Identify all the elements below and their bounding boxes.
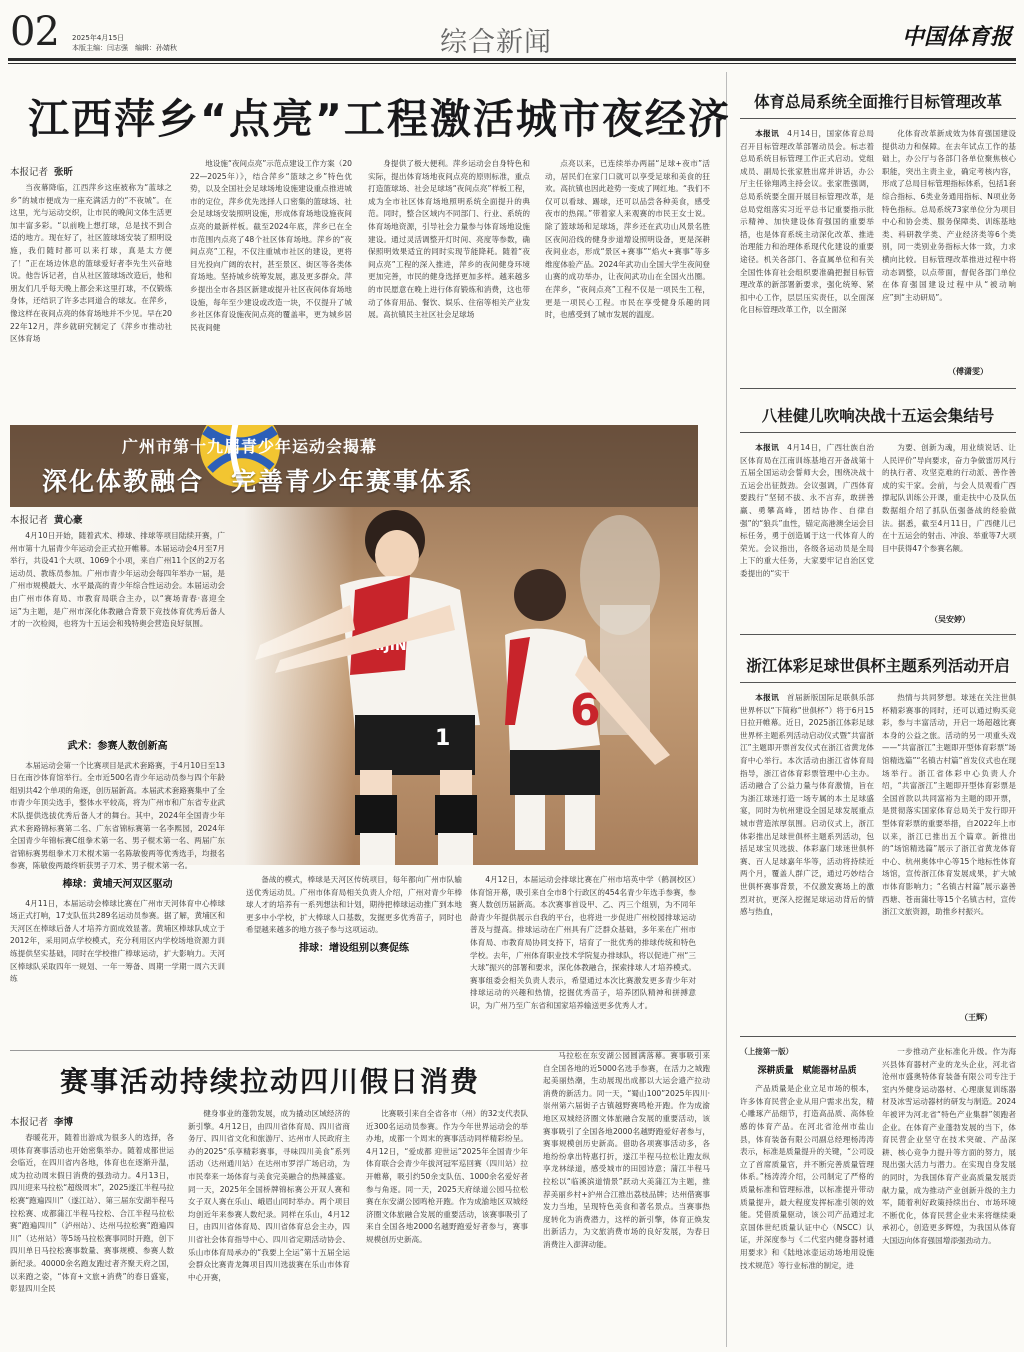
right4-column-2: 一步推动产业标准化升级。作为海兴县体育器材产业的龙头企业，河北省沧州市盛奥特体育装备有限公司专注于室内外健身运动器材、心理康复训练器材及冰雪运动器材的研发与制造。2024年被评为河北省“特色产业集群”领跑者企业。在体育产业蓬勃发展的当下，体育民营企业坚守在技术突破、产品深耕、核心竞争力提升等方面的努力，展现出强大活力与潜力。在实现自身发展的同时，为我国体育产业高质量发展贡献力量，成为推动产业创新升级的主力军，随着利好政策持续出台、市场环境不断优化，体育民营企业未来将继续秉承初心，创造更多辉煌，为我国从体育大国迈向体育强国增添强劲动力。: [882, 1047, 1016, 1245]
lead-byline: [10, 164, 73, 178]
feature-column-1: 武术：参赛人数创新高 本届运动会第一个比赛项目是武术套路赛，于4月10日至13日在南沙体育馆举行。全市近500名青少年运动员参与四个年龄组别共42个单项的角逐，创历届新高。本届武术套路赛集中了全市青少年顶尖选手，整体水平较高，将为广州市和广东省专业武术队提供选拔优秀后备人才的舞台。其中，2024年全国青少年武术套路锦标赛第二名、广东省锦标赛第一名李熙园，2024年全国青少年锦标赛C组拳术第一名、男子棍术第一名、两届广东省锦标赛男组拳术刀术棍术第一名陈敏俊两等优秀选手，均报名参赛，陈敏俊两最终斩获男子刀术、男子棍术第一名。 棒球：黄埔天河双区驱动 4月11日，本届运动会棒球比赛在广州市天河体育中心棒球场正式打响，17支队伍共289名运动员参赛。据了解，黄埔区和天河区在棒球后备人才培养方面成效显著。黄埔区棒球队成立于2012年，采用同点学校模式，充分利用区内学校场地资源力训练提供坚实基础，同时在学校推广棒球运动，扩大影响力。天河区棒球队采取四年一规划、一年一筹备、周期一学期一周六天训练: [10, 741, 225, 984]
right1-end-rule: [740, 388, 1016, 389]
masthead: [0, 0, 1024, 60]
feature-column-3: 4月12日，本届运动会排球比赛在广州市培英中学（鹤洞校区）体育馆开幕，吸引来自全市8个行政区的454名青少年选手参赛，参赛人数创历届新高。本次赛事首设甲、乙、丙三个组别，为不同年龄青少年提供展示自我的平台，也将进一步促进广州校园排球运动普及与提高。排球运动在广州具有广泛群众基础，多年来在广州市体育局、市教育局协同支持下，培育了一批优秀的排球传统和特色学校。去年，广州体育职业技术学院复办排球队，将以促进广州“三大球”振兴的部署和要求，深化体教融合，探索排球人才培养模式。赛事组委会相关负责人表示，希望通过本次比赛激发更多青少年对排球运动的兴趣和热情，挖掘优秀苗子，培养团队精神和拼搏意识，为广州乃至广东省和国家培养输送更多优秀人才。: [470, 875, 696, 1010]
lead-column-4: 点亮以来，已连续举办两届“足球+夜市”活动，居民们在家门口就可以享受足球和美食的狂欢。高抗镇也因此趁势一变成了网红地。“我们不仅可以看球、踢球，还可以品尝各种美食，感受夜市的热闹。”带着家人来观赛的市民王女士说。除了篮球场和足球场，萍乡还在武功山风景名胜区夜间沿线的健身步道增设照明设备，更是深耕夜间业态，形成“景区+赛事”“焰火+赛事”等多维度体验产品。2024年武功山全国大学生夜间登山赛的成功举办，让夜间武功山在全国火出圈。在萍乡，“夜间点亮”工程不仅是一项民生工程，更是一项民心工程。市民在享受健身乐趣的同时，也感受到了城市发展的温度。: [545, 159, 710, 320]
feature-subhead-wushu: 武术：参赛人数创新高: [67, 741, 168, 752]
bottom-column-4: 马拉松在东安湖公园圆满落幕。赛事吸引来自全国各地的近5000名选手参赛，在活力之城跑起美丽热潮，生动展现出成都以大运会遗产拉动消费的新活力。同一天，“蜀山100”2025年四川·崇州第六届街子古镇越野赛鸣枪开跑。作为成渝地区双城经济圈文体旅融合发展的重要活动，该赛事吸引了全国各地2000名越野跑爱好者参与，赛事规模创历史新高。借助各项赛事活动多，各地纷纷拿出特惠打折，遂江半程马拉松让跑友纵享龙林绿道，感受城市的田园诗意；蒲江半程马拉松以“临溪滨道情景”跃动大美蒲江为主题，推荐美丽乡村+沪州合江推出荔枝品牌；达州借赛事发力当地，呈现特色美食和著名景点。当赛事热度转化为消费潜力，这样的新引擎，体育正焕发出新活力，为文旅消费市场的良好发展，为春日消费注入澎湃动能。: [543, 1051, 710, 1249]
byline-label: 本报记者: [10, 167, 49, 178]
editor-line: 本版主编：闫志强 编辑：孙婧秋: [72, 44, 177, 52]
byline-name: 黄心豪: [54, 515, 83, 526]
bottom-column-1: 春暖花开，随着出游成为很多人的选择，各项体育赛事活动也开始密集举办。随着成都世运会临近，在四川省内各地，体育也在逐渐升温，成为拉动周末假日消费的强劲动力。4月13日，四川迎来马拉松“超级周末”，2025遂江半程马拉松赛“跑遍四川”（遂江站）、第三届东安湖半程马拉松赛、成都蒲江半程马拉松、合江半程马拉松赛“跑遍四川”（泸州站）、达州马拉松赛“跑遍四川”（达州站）等5场马拉松赛事同时开跑，创下四川单日马拉松赛事数量、赛事规模、参赛人数新纪录。40000余名跑友跑过者齐聚天府之国，以来跑之姿，“体育+文旅+消费”的春日盛宴，彰显四川全民: [10, 1133, 174, 1294]
lead-label: 本报讯: [755, 129, 780, 138]
feature-intro: 4月10日开始，随着武术、棒球、排球等项目陆续开赛，广州市第十九届青少年运动会正式拉开帷幕。本届运动会4月至7月举行，共设41个大项、1069个小项，来自广州11个区的2万名运动员、教练员参加。广州市青少年运动会每四年举办一届，是广州市规模最大、水平最高的青少年综合性运动会。本届运动会由广州市体育局、市教育局联合主办，以“赛场青春·喜迎全运”为主题，是广州市深化体教融合背景下竞技体育优秀后备人才的一次检阅，也将为十五运会和残特奥会营造良好氛围。: [10, 531, 225, 629]
byline-name: 李博: [54, 1117, 74, 1128]
right3-end-rule: [740, 1036, 1016, 1037]
byline-label: 本报记者: [10, 1117, 49, 1128]
right1-author: （傅潇雯）: [948, 367, 988, 376]
lead-label: 本报讯: [755, 443, 780, 452]
page-number: 02: [10, 9, 59, 55]
right2-rule: [740, 432, 1016, 433]
feature-column-2: 备战的模式，棒球是天河区传统项目，每年都向广州市队输送优秀运动员。广州市体育局相关负责人介绍，广州对青少年棒球人才的培养有一系列想法和计划，期待把棒球运动推广到本地更多中小学校，扩大棒球人口基数，发掘更多优秀苗子，同时也希望越来越多的地方孩子参与这项运动。 排球：增设组别以赛促练: [246, 875, 462, 954]
feature-overlay-headline: 深化体教融合 完善青少年赛事体系: [42, 467, 475, 496]
right3-rule: [740, 682, 1016, 683]
feature-byline: [10, 512, 83, 526]
right4-subhead: 深耕质量 赋能器材品质: [757, 1065, 857, 1076]
lead-label: 本报讯: [755, 693, 780, 702]
right3-headline: 浙江体彩足球世俱杯主题系列活动开启: [746, 657, 1010, 675]
bottom-column-2: 健身事业的蓬勃发展，成为撬动区域经济的新引擎。4月12日，由四川省体育局、四川省商务厅、四川省文化和旅游厅、达州市人民政府主办的2025“乐享精彩赛事，寻味四川美食”系列活动（达州通川站）在达州市罗浮广场启动，为市民奉来一场体育与美食完美融合的热辣盛宴。同一天，2025年全国桥牌锦标赛公开双人赛和女子双人赛在乐山、峨眉山同时举办。两个项目均创近年来参赛人数纪录。同样在乐山，4月12日，由四川省体育局、四川省体育总会主办，四川省社会体育指导中心、四川省定期活动协会、乐山市体育局承办的“我要上全运”第十五届全运会群众比赛青龙舞项目四川选拔赛在乐山市体育中心开赛，: [188, 1109, 350, 1282]
lead-column-2: 地设施“夜间点亮”示范点建设工作方案（2022—2025年）》，结合萍乡“篮球之乡”特色优势，以及全国社会足球场地设施建设重点推进城市的定位，萍乡优先选择人口密集的篮球场、社会足球场安装照明设施，形成体育场地设施夜间点亮的最新样板。截至2024年底，萍乡已在全市范围内点亮了48个社区体育场地。萍乡的“夜间点亮”工程，不仅注重城市社区的建设，更将目光投向广阔的农村，甚至景区、街区等各类体育场地。坚持城乡统筹发展，惠及更多群众。萍乡提出全市各县区新建或提升社区夜间体育场地设施，每年至少建设或改造一块，不仅提升了城乡社区体育设施夜间点亮的覆盖率，更为城乡居民夜间健: [190, 159, 352, 332]
right1-column-1: 本报讯 4月14日，国家体育总局召开目标管理改革部署动员会。标志着总局系统目标管理工作正式启动。党组成员、副局长张家胜出席并讲话，办公厅主任徐翔鸿主持会议。张家胜强调，总局系统要全面开展目标管理改革，是总局党组落实习近平总书记重要指示批示精神、加快建设体育强国的重要举措，也是体育系统主动深化改革、推进治理能力和治理体系现代化建设的重要途径。机关各部门、各直属单位和有关全国性体育社会组织要准确把握目标管理改革的新部署新要求，强化统筹、紧扣中心工作，层层压实责任，以全面深化目标管理改革工作，以全面深: [740, 129, 874, 315]
right2-column-1: 本报讯 4月14日，广西壮族自治区体育局在江南训练基地召开备战第十五届全国运动会誓师大会，围绕决战十五运会出征鼓劲。会议强调，广西体育要践行“坚韧不拔、永不言弃，敢拼善赢、勇攀高峰，团结协作、自律自强”的“狼兵”血性，锚定高港澳全运会目标任务，勇于创造属于这一代体育人的荣光。会议指出，各级各运动员是全局上下的重大任务，大家要牢记自治区党委提出的“实干: [740, 443, 874, 578]
byline-name: 张昕: [54, 167, 74, 178]
feature-subhead-volleyball: 排球：增设组别以赛促练: [299, 942, 409, 954]
feature-overlay-kicker: 广州市第十九届青少年运动会揭幕: [122, 437, 378, 456]
byline-label: 本报记者: [10, 515, 49, 526]
right3-column-1: 本报讯 首届新版国际足联俱乐部世界杯以“下简称“世俱杯”）将于6月15日拉开帷幕。近日，2025浙江体彩足球世界杯主题系列活动启动仪式暨“共富浙江”主题即开票首发仪式在浙江省黄龙体育中心举行。本次活动由浙江省体育局指导，浙江省体育彩票管理中心主办。活动融合了公益力量与体育激情，旨在为浙江球迷打造一场专属的本土足球盛宴，同时为杭州建设全国足球发展重点城市营造浓厚氛围。启动仪式上，浙江体彩推出足球世俱杯主题系列活动，包括足球宝贝选拔、体彩嘉门球迷世俱杯赛、百人足球嘉年华等，活动将持续近两个月，覆盖人群广泛，通过巧妙结合世俱杯赛事背景，不仅激发赛场上的激烈对抗，更深入挖掘足球运动背后的情感与热血，: [740, 693, 874, 917]
paper-logo: 中国体育报: [901, 24, 1012, 50]
bottom-headline: 赛事活动持续拉动四川假日消费: [60, 1065, 481, 1098]
section-title: 综合新闻: [440, 27, 552, 58]
feature-subhead-baseball: 棒球：黄埔天河双区驱动: [62, 878, 173, 890]
right2-column-2: 为要、创新为魂，用业绩说话、让人民评价”导向要求，奋力争做雷厉风行的执行者、攻坚克难的行动派、善作善成的实干家。会前，与会人员观看广西撑起队训练公开课，重走扶中心及队伍数据组介绍了抓队伍强备战的经验做法。据悉，截至4月11日，广西健儿已在十五运会的射击、冲浪、举重等7大项目中获得47个参赛名额。: [882, 443, 1016, 553]
masthead-meta: [72, 33, 177, 53]
right4-column-1: （上接第一版） 深耕质量 赋能器材品质 产品质量是企业立足市场的根本，许多体育民营企业从用户需求出发，精心雕琢产品细节，打造高品质、高体验感的体育产品。在河北省沧州市盐山县，体育装备有限公司副总经理杨涛涛表示，标准是质量提升的关键，“公司设立了首席质量官，并不断完善质量管理体系。”杨涛涛介绍，公司制定了严格的质量标准和管理标准，以标准提升带动质量提升，最大程度发挥标准引领的效能。凭借质量驱动，该公司产品通过北京国体世纪质量认证中心（NSCC）认证，并深度参与《二代室内健身器材通用要求》和《陆地冰壶运动场地用设施技术规范》等行业标准的制定，进: [740, 1047, 874, 1270]
right1-rule: [740, 118, 1016, 119]
right2-end-rule: [740, 634, 1016, 635]
bottom-column-3: 比赛吸引来自全省各市（州）的32支代表队近300名运动员参赛。作为今年世界运动会的举办地，成都一个周末的赛事活动同样精彩纷呈。4月12日，“爱成都 迎世运”2025年全国青少年体育联合会青少年拔河冠军巡回赛（四川站）拉开帷幕，吸引约50余支队伍、1000余名爱好者参与角逐。同一天，2025天府绿道公园马拉松赛在东安湖公园鸣枪开跑。作为成渝地区双城经济圈文体旅融合发展的重要活动，该赛事吸引了来自全国各地2000名越野跑爱好者参与，赛事规模创历史新高。: [366, 1109, 528, 1244]
right3-column-2: 热情与共同梦想。球迷在关注世俱杯精彩赛事的同时，还可以通过购买竞彩，参与丰富活动，开启一场超越比赛本身的公益之旅。活动的另一项重头戏——“共富浙江”主题即开型体育彩票“场馆精选篇”“名镇古村篇”首发仪式也在现场举行。浙江省体彩中心负责人介绍，“共富浙江”主题即开型体育彩票是全国首款以共同富裕为主题的即开票，是贯彻落实国家体育总局关于发行即开型体育彩票的重要举措，自2022年上市以来，浙江已推出五个篇章。新推出的“场馆精选篇”展示了浙江省黄龙体育中心、杭州奥体中心等15个地标性体育场馆，宣传浙江体育发展成果，扩大城市体育影响力；“名镇古村篇”展示嘉善西塘、苍南蒲壮等15个名镇古村，宣传浙江文旅资源，助推乡村振兴。: [882, 693, 1016, 917]
issue-date: 2025年4月15日: [72, 34, 125, 42]
right2-author: （吴安婷）: [930, 615, 970, 624]
lead-column-1: 当夜幕降临，江西萍乡这座被称为“蓝球之乡”的城市便成为一座充满活力的“不夜城”。在这里，光与运动交织，让市民的晚间文体生活更加丰富多彩。“以前晚上想打球，总是找不到合适的地方。现在好了，社区篮球场安装了照明设施，我们随时都可以来打球，真是太方便了！”正在场边休息的篮球爱好者李先生兴奋地说。他告诉记者，自从社区篮球场改造后，他和朋友们几乎每天晚上都会来这里打球，不仅锻炼身体，还结识了许多志同道合的球友。在萍乡，像这样在夜间点亮的体育场地并不少见。早在2022年12月，萍乡就研究制定了《萍乡市推动社区体育场: [10, 183, 172, 344]
right1-column-2: 化体育改革新成效为体育强国建设提供动力和保障。在去年试点工作的基础上，办公厅与各部门各单位聚焦核心职能，突出主责主业，确定考核内容，形成了总局目标管理指标体系，包括1套综合指标、6类业务通用指标、N项业务特色指标。总局系统73家单位分为项目中心和协会类、服务保障类、训练基地类、科研教学类、产业经济类等6个类别，同一类别业务指标大体一致，力求横向比较。目标管理改革推进过程中将动态调整，以点带面，督促各部门单位在体育强国建设过程中从“被动响应”到“主动研局”。: [882, 129, 1016, 302]
bottom-byline: [10, 1114, 73, 1128]
continued-label: （上接第一版）: [740, 1047, 794, 1056]
right1-headline: 体育总局系统全面推行目标管理改革: [753, 93, 1002, 111]
right2-headline: 八桂健儿吹响决战十五运会集结号: [761, 407, 995, 425]
top-rule-thin: [8, 63, 1016, 64]
lead-headline: 江西萍乡“点亮”工程激活城市夜经济: [28, 95, 731, 143]
lead-column-3: 身提供了极大便利。萍乡运动会自身特色和实际，提出体育场地夜间点亮的原则标准，重点打造篮球场、社会足球场“夜间点亮”样板工程，成为全市社区体育场地照明系统全面提升的典范。同时，整合区域内不同部门、行业、系统的体育场地资源，引导社会力量参与体育场地设施建设。通过灵活调整开灯时间、亮度等参数，确保照明效果适宜的同时实现节能降耗。随着“夜间点亮”工程的深入推进，萍乡的夜间健身环境更加完善，市民的健身选择更加多样。越来越多的市民愿意在晚上进行体育锻炼和消费，这也带动了体育用品、餐饮、娱乐、住宿等相关产业发展。高抗镇民主社区社会足球场: [368, 159, 530, 320]
top-rule: [8, 58, 1016, 61]
column-divider: [726, 72, 727, 1347]
right3-author: （王辉）: [960, 1013, 992, 1022]
